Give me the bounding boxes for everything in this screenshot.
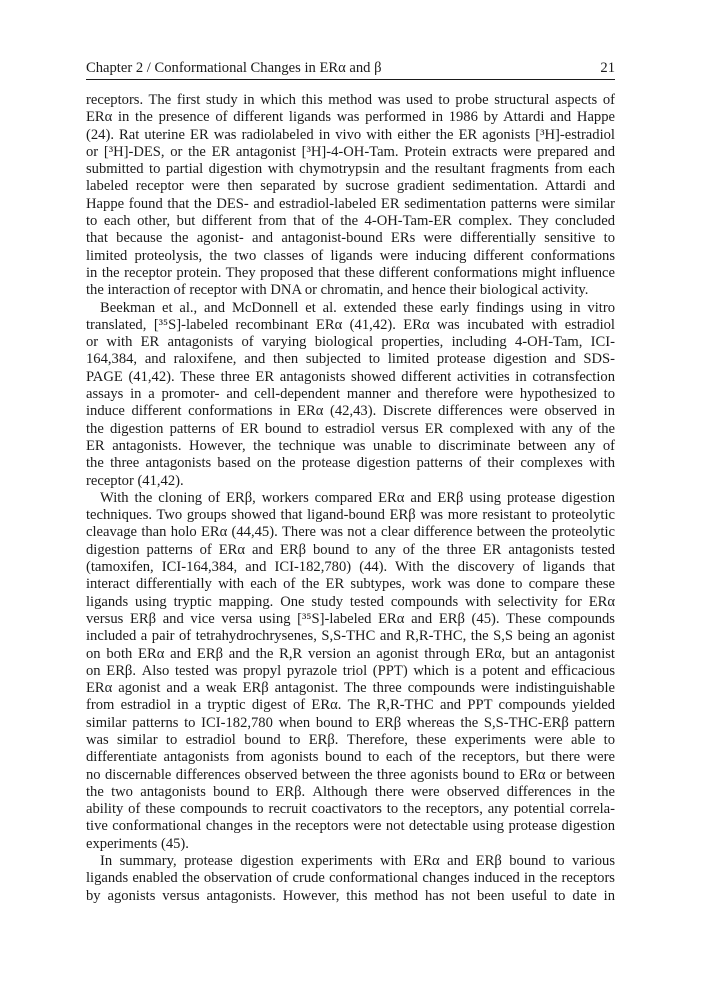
text-line: experiments (45).	[86, 835, 189, 852]
text-line: or with ER antagonists of varying biological properties, including 4-OH-Tam, ICI-	[86, 334, 615, 351]
text-line: limited proteolysis, the two classes of ligands were inducing different conformations	[86, 247, 615, 264]
text-line: ER antagonists. However, the technique was unable to discriminate between any of	[86, 437, 615, 454]
text-line: to each other, but different from that of the 4-OH-Tam-ER complex. They concluded	[86, 213, 615, 230]
text-line: assays in a promoter- and cell-dependent manner and therefore were hypothesized to	[86, 386, 615, 403]
text-line: (tamoxifen, ICI-164,384, and ICI-182,780) (44). With the discovery of ligands that	[86, 559, 615, 576]
text-line: cleavage than holo ERα (44,45). There was not a clear difference between the proteolytic	[86, 524, 615, 541]
text-line: that because the agonist- and antagonist-bound ERs were differentially sensitive to	[86, 230, 615, 247]
text-line: included a pair of tetrahydrochrysenes, S,S-THC and R,R-THC, the S,S being an agonist	[86, 628, 615, 645]
text-line: receptor (41,42).	[86, 472, 184, 489]
text-line: the three antagonists based on the protease digestion patterns of their complexes with	[86, 455, 615, 472]
text-line: on ERβ. Also tested was propyl pyrazole triol (PPT) which is a potent and efficacious	[86, 662, 615, 679]
text-line: With the cloning of ERβ, workers compared ERα and ERβ using protease digestion	[100, 489, 615, 506]
text-line: similar patterns to ICI-182,780 when bound to ERβ whereas the S,S-THC-ERβ pattern	[86, 714, 615, 731]
text-line: ERα in the presence of different ligands was performed in 1986 by Attardi and Happe	[86, 109, 615, 126]
header-rule	[86, 79, 615, 80]
text-line: differentiate antagonists from agonists bound to each of the receptors, but there were	[86, 749, 615, 766]
text-line: in the receptor protein. They proposed that these different conformations might influence	[86, 264, 615, 281]
body-text	[86, 92, 615, 905]
text-line: versus ERβ and vice versa using [³⁵S]-labeled ERα and ERβ (45). These compounds	[86, 610, 615, 627]
text-line: the digestion patterns of ER bound to estradiol versus ER complexed with any of the	[86, 420, 615, 437]
text-line: In summary, protease digestion experiments with ERα and ERβ bound to various	[100, 853, 615, 870]
text-line: translated, [³⁵S]-labeled recombinant ERα (41,42). ERα was incubated with estradiol	[86, 316, 615, 333]
text-line: tive conformational changes in the receptors were not detectable using protease digestion	[86, 818, 615, 835]
text-line: induce different conformations in ERα (42,43). Discrete differences were observed in	[86, 403, 615, 420]
text-line: on both ERα and ERβ and the R,R version an agonist through ERα, but an antagonist	[86, 645, 615, 662]
text-line: the interaction of receptor with DNA or chromatin, and hence their biological activity.	[86, 282, 589, 299]
text-line: or [³H]-DES, or the ER antagonist [³H]-4-OH-Tam. Protein extracts were prepared and	[86, 143, 615, 160]
text-line: ligands using tryptic mapping. One study tested compounds with selectivity for ERα	[86, 593, 615, 610]
text-line: by agonists versus antagonists. However, this method has not been useful to date in	[86, 887, 615, 904]
text-line: PAGE (41,42). These three ER antagonists showed different activities in cotransfection	[86, 368, 615, 385]
running-title: Chapter 2 / Conformational Changes in ERα and β	[86, 60, 382, 76]
text-line: receptors. The first study in which this method was used to probe structural aspects of	[86, 92, 615, 108]
text-line: ligands enabled the observation of crude conformational changes induced in the receptors	[86, 870, 615, 887]
text-line: interact differentially with each of the ER subtypes, work was done to compare these	[86, 576, 615, 593]
text-line: Happe found that the DES- and estradiol-labeled ER sedimentation patterns were similar	[86, 195, 615, 212]
text-line: (24). Rat uterine ER was radiolabeled in vivo with either the ER agonists [³H]-estradiol	[86, 126, 615, 143]
text-line: was similar to estradiol bound to ERβ. Therefore, these experiments were able to	[86, 731, 615, 748]
text-line: submitted to partial digestion with chymotrypsin and the resultant fragments from each	[86, 161, 615, 178]
text-line: no discernable differences observed between the three agonists bound to ERα or between	[86, 766, 615, 783]
text-line: ability of these compounds to recruit coactivators to the receptors, any potential correla-	[86, 801, 615, 818]
text-line: from estradiol in a tryptic digest of ERα. The R,R-THC and PPT compounds yielded	[86, 697, 615, 714]
text-line: ERα agonist and a weak ERβ antagonist. The three compounds were indistinguishable	[86, 680, 615, 697]
page-number: 21	[600, 60, 615, 76]
text-line: techniques. Two groups showed that ligand-bound ERβ was more resistant to proteolytic	[86, 507, 615, 524]
text-line: digestion patterns of ERα and ERβ bound to any of the three ER antagonists tested	[86, 541, 615, 558]
text-line: the two antagonists bound to ERβ. Although there were observed differences in the	[86, 783, 615, 800]
text-line: labeled receptor were then separated by sucrose gradient sedimentation. Attardi and	[86, 178, 615, 195]
text-line: Beekman et al., and McDonnell et al. extended these early findings using in vitro	[100, 299, 615, 316]
text-line: 164,384, and raloxifene, and then subjected to limited protease digestion and SDS-	[86, 351, 615, 368]
